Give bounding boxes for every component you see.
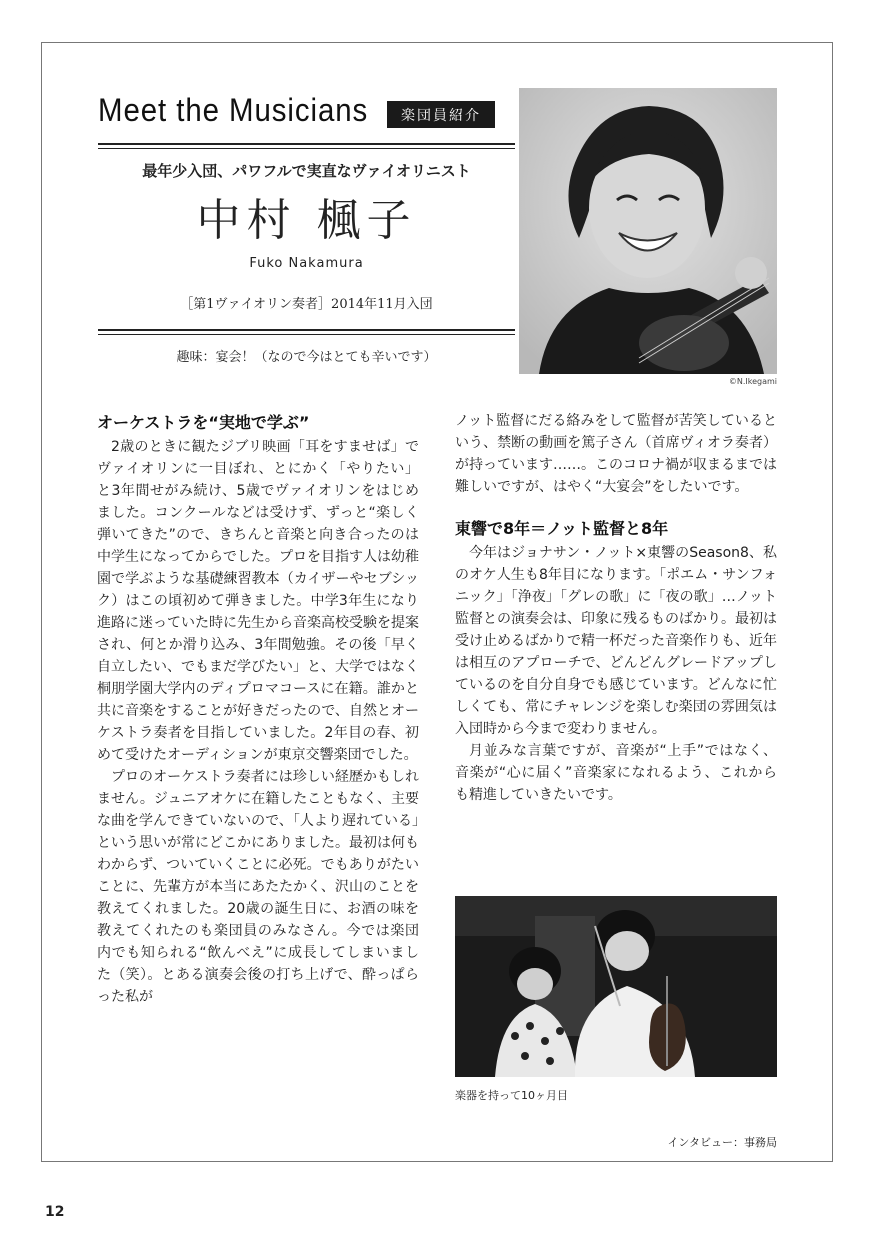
section-heading-learning: オーケストラを“実地で学ぶ” (97, 413, 310, 432)
article-paragraph: 2歳のときに観たジブリ映画「耳をすませば」でヴァイオリンに一目ぼれ、とにかく「やりたい」と3年間せがみ続け、5歳でヴァイオリンをはじめました。コンクールなどは受けず、ずっと“楽しく弾いてきた”ので、きちんと音楽と向き合ったのは中学生になってからでした。プロを目指す人は幼稚園で学ぶような基礎練習教本（カイザーやセブシック）はこの頃初めて弾きました。中学3年生になり進路に迷っていた時に先生から音楽高校受験を提案され、何とか滑り込み、3年間勉強。その後「早く自立したい、でもまだ学びたい」と、大学ではなく桐朋学園大学内のディプロマコースに在籍。誰かと共に音楽をすることが好きだったので、自然とオーケストラ奏者を目指していました。2年目の春、初めて受けたオーディションが東京交響楽団でした。 (97, 439, 419, 763)
portrait-photo (519, 88, 777, 374)
article-paragraph: 今年はジョナサン・ノット×東響のSeason8、私のオケ人生も8年目になります。「ポエム・サンフォニック」「浄夜」「グレの歌」に「夜の歌」…ノット監督との演奏会は、印象に残るものばかり。最初は受け止めるばかりで精一杯だった音楽作りも、近年は相互のアプローチで、どんどんグレードアップしているのを自分自身でも感じています。どんなに忙しくても、常にチャレンジを楽しむ楽団の雰囲気は入団時から今まで変わりません。 (455, 545, 777, 737)
page-number: 12 (45, 1204, 65, 1220)
musician-name-japanese: 中村 楓子 (196, 195, 417, 246)
article-paragraph: プロのオーケストラ奏者には珍しい経歴かもしれません。ジュニアオケに在籍したこともなく、主要な曲を学んできていないので、「人より遅れている」という思いが常にどこかにありました。最初は何もわからず、ついていくことに必死。でもありがたいことに、先輩方が本当にあたたかく、沢山のことを教えてくれました。20歳の誕生日に、お酒の味を教えてくれたのも楽団員のみなさん。今では楽団内でも知られる“飲んべえ”に成長してしまいました（笑）。とある演奏会後の打ち上げで、酔っぱらった私が (97, 769, 419, 1005)
musician-hobby: 趣味：宴会！（なので今はとても辛いです） (176, 350, 437, 365)
section-title: Meet the Musicians (98, 92, 369, 128)
section-badge: 楽団員紹介 (387, 101, 495, 128)
article-left-column (97, 410, 419, 1008)
interviewer-credit: インタビュー：事務局 (667, 1136, 777, 1149)
musician-role: ［第1ヴァイオリン奏者］2014年11月入団 (180, 297, 433, 312)
catchphrase: 最年少入団、パワフルで実直なヴァイオリニスト (142, 162, 471, 180)
article-paragraph: 月並みな言葉ですが、音楽が“上手”ではなく、音楽が“心に届く”音楽家になれるよう、これからも精進していきたいです。 (455, 743, 777, 803)
article-right-column (455, 410, 777, 806)
profile-rule (98, 329, 515, 331)
header-rule (98, 143, 515, 145)
childhood-photo-caption: 楽器を持って10ヶ月目 (455, 1089, 568, 1102)
photo-credit: ©N.Ikegami (728, 377, 777, 386)
musician-name-english: Fuko Nakamura (249, 256, 364, 271)
section-heading-tokyo-symphony: 東響で8年＝ノット監督と8年 (455, 519, 669, 538)
childhood-photo (455, 896, 777, 1077)
article-paragraph-continued: ノット監督にだる絡みをして監督が苦笑しているという、禁断の動画を篤子さん（首席ヴィオラ奏者）が持っています……。このコロナ禍が収まるまでは難しいですが、はやく“大宴会”をしたいです。 (455, 413, 777, 495)
